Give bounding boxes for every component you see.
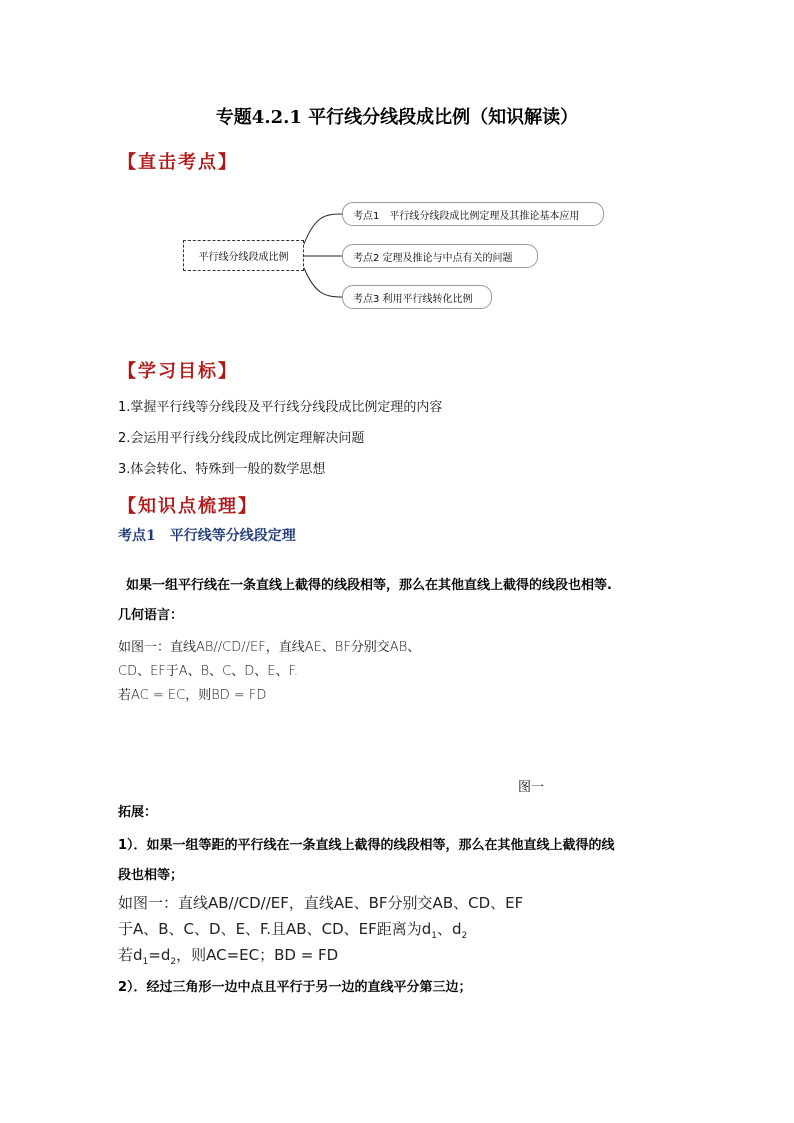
extension-1-line-a: 1）．如果一组等距的平行线在一条直线上截得的线段相等，那么在其他直线上截得的线 [118,838,615,853]
ext-geo-3-sub1: 1 [142,957,149,967]
mindmap-branch-2 [342,244,538,268]
goal-item-2: 2.会运用平行线分线段成比例定理解决问题 [118,431,365,446]
mindmap-branch-2-label: 考点2 定理及推论与中点有关的问题 [353,252,513,264]
section-heading-learning-goals: 【学习目标】 [118,361,238,382]
section-heading-key-points: 【直击考点】 [118,152,238,173]
extension-geo-line-3 [118,944,338,967]
ext-geo-3-a: 若d [118,946,143,964]
goal-item-3: 3.体会转化、特殊到一般的数学思想 [118,462,326,477]
kp1-statement: 如果一组平行线在一条直线上截得的线段相等，那么在其他直线上截得的线段也相等. [126,578,612,593]
ext-geo-2-sub1: 1 [431,931,437,941]
extension-geo-line-1: 如图一：直线AB//CD//EF，直线AE、BF分别交AB、CD、EF [118,894,524,912]
extension-1-line-b: 段也相等； [118,868,184,883]
mindmap-branch-3 [342,285,492,309]
geo-language-label: 几何语言： [118,608,184,623]
ext-geo-2-mid: 、d [436,920,462,938]
mindmap-branch-1 [342,202,604,226]
mindmap-root [183,240,304,271]
mindmap-branch-1-label: 考点1 平行线分线段成比例定理及其推论基本应用 [353,210,580,222]
mindmap-connectors [0,0,794,330]
extension-label: 拓展： [118,805,158,820]
section-heading-knowledge: 【知识点梳理】 [118,496,258,517]
ext-geo-3-sub2: 2 [170,957,177,967]
extension-geo-line-2 [118,918,467,941]
ext-geo-3-c: ，则AC=EC；BD = FD [176,946,339,964]
extension-2: 2）．经过三角形一边中点且平行于另一边的直线平分第三边； [118,980,472,995]
goal-item-1: 1.掌握平行线等分线段及平行线分线段成比例定理的内容 [118,400,443,415]
figure-caption: 图一 [518,780,545,795]
mindmap-root-label: 平行线分线段成比例 [198,252,289,263]
kp1-heading: 考点1 平行线等分线段定理 [118,528,296,544]
connector-3 [304,268,342,297]
geo-line-1: 如图一：直线AB//CD//EF，直线AE、BF分别交AB、 [118,640,421,655]
geo-line-2: CD、EF于A、B、C、D、E、F. [118,664,299,679]
mindmap-branch-3-label: 考点3 利用平行线转化比例 [353,293,473,305]
connector-1 [304,214,342,244]
geo-line-3: 若AC = EC，则BD = FD [118,688,267,703]
ext-geo-2-sub2: 2 [461,931,468,941]
ext-geo-3-b: =d [148,946,171,964]
page-title: 专题4.2.1 平行线分线段成比例（知识解读） [215,107,579,128]
ext-geo-2-text: 于A、B、C、D、E、F.且AB、CD、EF距离为d [118,920,432,938]
